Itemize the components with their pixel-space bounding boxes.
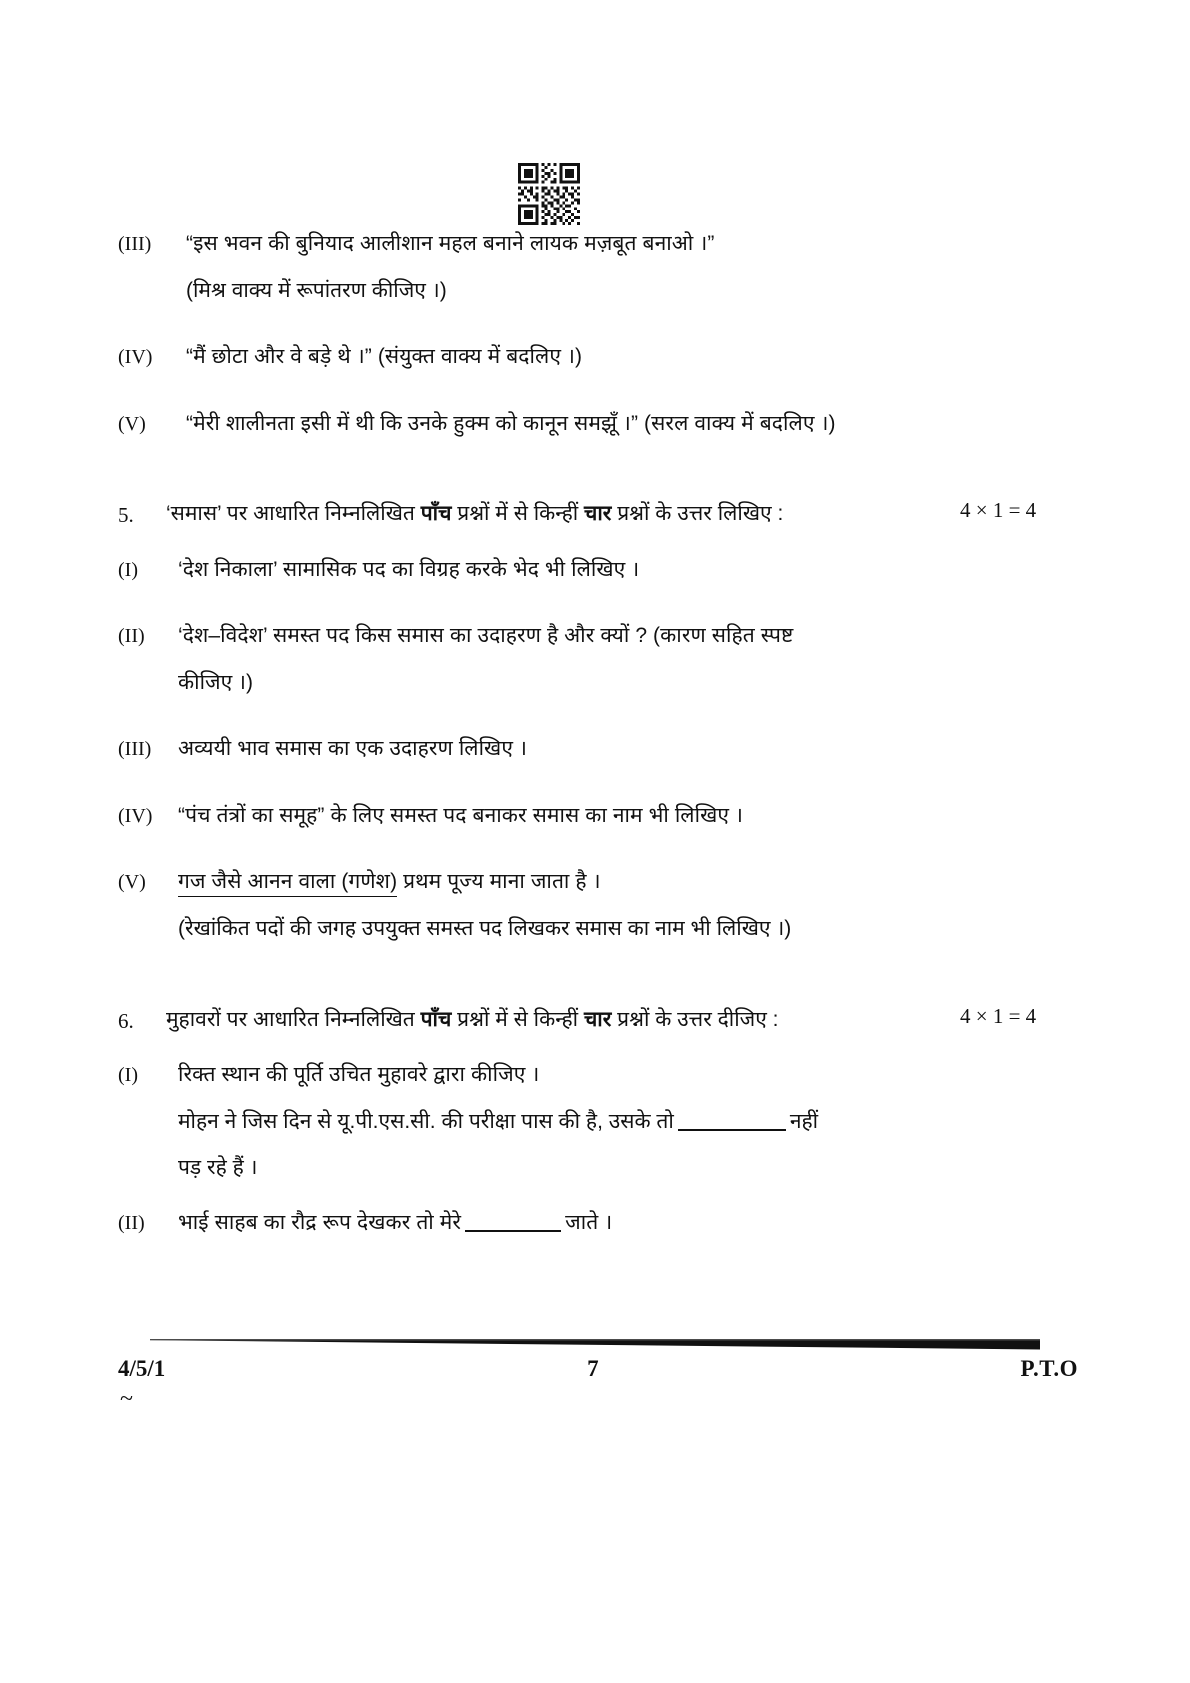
- item-text: रिक्त स्थान की पूर्ति उचित मुहावरे द्वारा कीजिए ।: [178, 1063, 540, 1087]
- list-item: [118, 620, 1078, 653]
- item-text: ‘देश–विदेश’ समस्त पद किस समास का उदाहरण है और क्यों ? (कारण सहित स्पष्ट: [178, 624, 794, 648]
- item-continuation: कीजिए ।): [178, 670, 253, 694]
- stem-bold-chaar: चार: [584, 502, 612, 526]
- fill-in-the-blank-sentence: [178, 1106, 1078, 1139]
- page-number: 7: [587, 1356, 599, 1381]
- stem-text-2: प्रश्नों में से किन्हीं: [451, 502, 585, 526]
- item-text: “इस भवन की बुनियाद आलीशान महल बनाने लायक मज़बूत बनाओ ।”: [186, 232, 715, 255]
- stem-bold-paanch: पाँच: [420, 1007, 452, 1031]
- blank-answer-field[interactable]: [678, 1129, 786, 1131]
- paper-code: 4/5/1: [118, 1356, 166, 1381]
- item-text: “मैं छोटा और वे बड़े थे ।” (संयुक्त वाक्य में बदलिए ।): [186, 345, 583, 369]
- question-6: [118, 1004, 1078, 1038]
- pto-label: P.T.O: [1020, 1356, 1078, 1381]
- stem-text-1: मुहावरों पर आधारित निम्नलिखित: [166, 1007, 421, 1031]
- list-item: [118, 341, 1078, 374]
- item-marker: (IV): [118, 346, 153, 369]
- sentence-before-blank: भाई साहब का रौद्र रूप देखकर तो मेरे: [178, 1210, 462, 1234]
- stem-text-3: प्रश्नों के उत्तर दीजिए :: [611, 1007, 779, 1031]
- sentence-after-blank: जाते ।: [565, 1210, 613, 1234]
- page-footer: [118, 1356, 1078, 1382]
- list-item: [118, 1207, 1078, 1240]
- item-marker: (I): [118, 558, 138, 581]
- item-marker: (III): [118, 233, 152, 255]
- list-item: [118, 800, 1078, 833]
- footer-divider: [150, 1338, 1040, 1352]
- item-marker: (II): [118, 625, 145, 648]
- list-item: [118, 866, 1078, 899]
- qr-code-icon: [515, 163, 583, 225]
- question-stem: [166, 1004, 944, 1037]
- item-marker: (V): [118, 412, 146, 435]
- item-marker: (I): [118, 1064, 138, 1087]
- stem-text-2: प्रश्नों में से किन्हीं: [451, 1007, 584, 1031]
- list-item: [118, 554, 1078, 587]
- sentence-before-blank: मोहन ने जिस दिन से यू.पी.एस.सी. की परीक्षा पास की है, उसके तो: [178, 1109, 674, 1133]
- item-text-after: प्रथम पूज्य माना जाता है ।: [397, 870, 601, 894]
- stem-text-1: ‘समास’ पर आधारित निम्नलिखित: [166, 502, 421, 526]
- item-text: ‘देश निकाला’ सामासिक पद का विग्रह करके भेद भी लिखिए ।: [178, 557, 640, 581]
- item-text: “पंच तंत्रों का समूह” के लिए समस्त पद बनाकर समास का नाम भी लिखिए ।: [178, 803, 744, 827]
- item-text: अव्ययी भाव समास का एक उदाहरण लिखिए ।: [178, 737, 528, 761]
- question-5: [118, 498, 1078, 532]
- fill-in-the-blank-sentence: [178, 1207, 1078, 1240]
- list-item: [118, 408, 1078, 441]
- underlined-phrase: गज जैसे आनन वाला (गणेश): [178, 870, 397, 897]
- blank-answer-field[interactable]: [465, 1230, 561, 1232]
- list-item: [118, 733, 1078, 766]
- item-text: [178, 866, 1078, 899]
- fill-in-the-blank-line2: पड़ रहे हैं ।: [178, 1156, 258, 1180]
- question-number: 6.: [118, 1008, 134, 1033]
- tilde-mark: ~: [120, 1386, 133, 1412]
- stem-bold-paanch: पाँच: [420, 502, 452, 526]
- list-item: [118, 228, 1078, 261]
- item-marker: (III): [118, 738, 152, 761]
- stem-bold-chaar: चार: [583, 1007, 612, 1031]
- item-marker: (II): [118, 1211, 145, 1234]
- sentence-after-blank: नहीं: [789, 1109, 819, 1133]
- question-content: [118, 228, 1078, 1239]
- stem-text-3: प्रश्नों के उत्तर लिखिए :: [611, 502, 784, 526]
- item-continuation: (मिश्र वाक्य में रूपांतरण कीजिए ।): [186, 278, 447, 302]
- question-number: 5.: [118, 503, 134, 528]
- item-text: “मेरी शालीनता इसी में थी कि उनके हुक्म को कानून समझूँ ।” (सरल वाक्य में बदलिए ।): [186, 411, 836, 435]
- question-stem: [166, 498, 944, 531]
- marks-allocation: 4 × 1 = 4: [960, 498, 1037, 523]
- list-item: [118, 1059, 1078, 1092]
- item-marker: (IV): [118, 804, 153, 827]
- marks-allocation: 4 × 1 = 4: [960, 1003, 1037, 1028]
- item-continuation: (रेखांकित पदों की जगह उपयुक्त समस्त पद लिखकर समास का नाम भी लिखिए ।): [178, 917, 792, 941]
- item-marker: (V): [118, 871, 146, 894]
